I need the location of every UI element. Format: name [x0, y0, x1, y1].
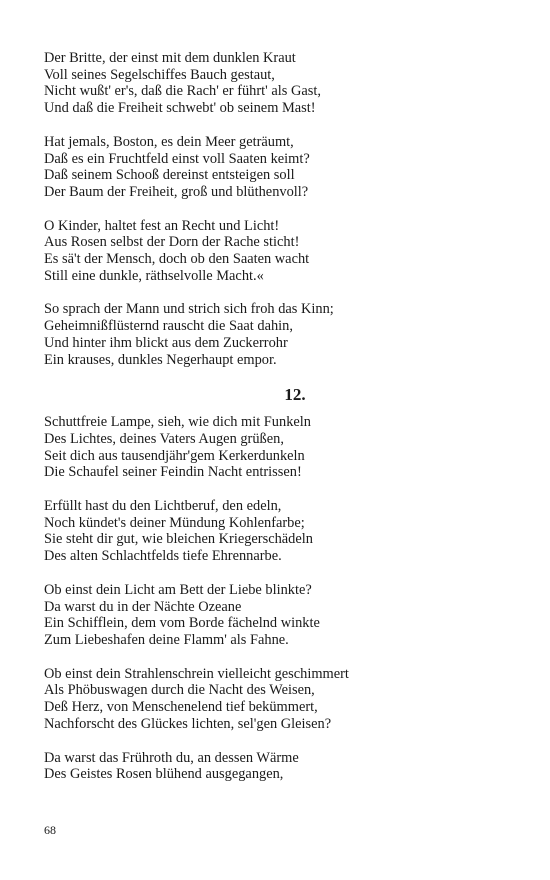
verse-line: Da warst du in der Nächte Ozeane — [44, 598, 242, 615]
verse-line: Nicht wußt' er's, daß die Rach' er führt' als Gast, — [44, 83, 321, 100]
verse-line: Ob einst dein Strahlenschrein vielleicht geschimmert — [44, 665, 349, 682]
verse-line: Ein krauses, dunkles Negerhaupt empor. — [44, 351, 277, 368]
verse-line: Und hinter ihm blickt aus dem Zuckerrohr — [44, 334, 288, 351]
verse-line: Schuttfreie Lampe, sieh, wie dich mit Funkeln — [44, 414, 311, 431]
poem-part-before — [44, 50, 514, 368]
verse-line: Zum Liebeshafen deine Flamm' als Fahne. — [44, 631, 289, 648]
poem-part-after — [44, 414, 514, 783]
stanza — [44, 218, 514, 285]
verse-line: So sprach der Mann und strich sich froh das Kinn; — [44, 301, 334, 318]
page-text — [44, 50, 514, 800]
verse-line: O Kinder, haltet fest an Recht und Licht! — [44, 217, 280, 234]
verse-line: Noch kündet's deiner Mündung Kohlenfarbe; — [44, 514, 305, 531]
verse-line: Es sä't der Mensch, doch ob den Saaten wacht — [44, 251, 310, 268]
verse-line: Sie steht dir gut, wie bleichen Kriegerschädeln — [44, 531, 313, 548]
stanza — [44, 498, 514, 565]
verse-line: Seit dich aus tausendjähr'gem Kerkerdunkeln — [44, 447, 305, 464]
verse-line: Aus Rosen selbst der Dorn der Rache sticht! — [44, 234, 300, 251]
stanza — [44, 50, 514, 117]
section-number: 12. — [284, 385, 306, 405]
verse-line: Daß es ein Fruchtfeld einst voll Saaten keimt? — [44, 150, 310, 167]
verse-line: Voll seines Segelschiffes Bauch gestaut, — [44, 66, 275, 83]
verse-line: Die Schaufel seiner Feindin Nacht entrissen! — [44, 464, 302, 481]
stanza — [44, 134, 514, 201]
verse-line: Des Lichtes, deines Vaters Augen grüßen, — [44, 430, 284, 447]
verse-line: Ein Schifflein, dem vom Borde fächelnd winkte — [44, 615, 320, 632]
verse-line: Da warst das Frühroth du, an dessen Wärme — [44, 749, 299, 766]
verse-line: Ob einst dein Licht am Bett der Liebe blinkte? — [44, 581, 312, 598]
stanza — [44, 582, 514, 649]
verse-line: Des Geistes Rosen blühend ausgegangen, — [44, 766, 284, 783]
verse-line: Als Phöbuswagen durch die Nacht des Weisen, — [44, 682, 315, 699]
verse-line: Nachforscht des Glückes lichten, sel'gen Gleisen? — [44, 715, 332, 732]
verse-line: Der Baum der Freiheit, groß und blüthenvoll? — [44, 183, 309, 200]
stanza — [44, 750, 514, 783]
verse-line: Des alten Schlachtfelds tiefe Ehrennarbe. — [44, 548, 282, 565]
stanza — [44, 666, 514, 733]
stanza — [44, 414, 514, 481]
page-number: 68 — [44, 823, 56, 837]
verse-line: Und daß die Freiheit schwebt' ob seinem Mast! — [44, 100, 316, 117]
verse-line: Geheimnißflüsternd rauscht die Saat dahin, — [44, 318, 293, 335]
verse-line: Hat jemals, Boston, es dein Meer geträumt, — [44, 133, 294, 150]
verse-line: Deß Herz, von Menschenelend tief bekümmert, — [44, 699, 318, 716]
verse-line: Daß seinem Schooß dereinst entsteigen soll — [44, 167, 295, 184]
verse-line: Erfüllt hast du den Lichtberuf, den edeln, — [44, 498, 282, 515]
verse-line: Still eine dunkle, räthselvolle Macht.« — [44, 267, 264, 284]
verse-line: Der Britte, der einst mit dem dunklen Kraut — [44, 50, 296, 66]
stanza — [44, 301, 514, 368]
